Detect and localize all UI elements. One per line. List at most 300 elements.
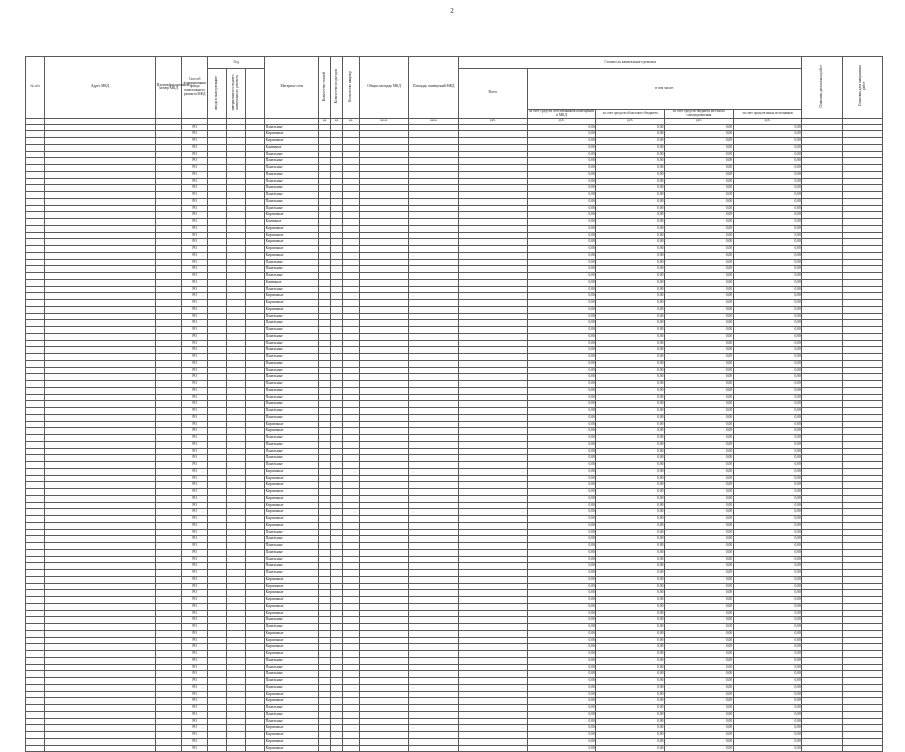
cell-address (44, 259, 155, 266)
cell-entrances (331, 327, 343, 334)
cell-date-start (802, 178, 842, 185)
cell-row-number (26, 273, 45, 280)
cell-date-end (842, 678, 882, 685)
cell-identifier (156, 732, 182, 739)
cell-region-cost: 0,00 (596, 354, 665, 361)
cell-total-area (359, 158, 409, 165)
cell-year-reconstruction (227, 502, 246, 509)
cell-total-area (359, 441, 409, 448)
cell-year-built (208, 448, 227, 455)
cell-date-end (842, 306, 882, 313)
cell-year-overhaul (246, 583, 265, 590)
cell-date-end (842, 212, 882, 219)
cell-total-area (359, 738, 409, 745)
cell-identifier (156, 333, 182, 340)
cell-other-cost: 0,00 (733, 441, 802, 448)
cell-year-built (208, 421, 227, 428)
cell-date-end (842, 313, 882, 320)
cell-local-cost: 0,00 (665, 684, 734, 691)
cell-other-cost: 0,00 (733, 286, 802, 293)
cell-date-start (802, 414, 842, 421)
cell-fund-method: РО (182, 333, 208, 340)
cell-flats (343, 462, 360, 469)
cell-entrances (331, 300, 343, 307)
cell-date-start (802, 536, 842, 543)
cell-year-reconstruction (227, 711, 246, 718)
cell-identifier (156, 414, 182, 421)
table-row (26, 543, 883, 550)
cell-year-reconstruction (227, 279, 246, 286)
cell-date-start (802, 617, 842, 624)
cell-year-overhaul (246, 259, 265, 266)
cell-row-number (26, 131, 45, 138)
cell-date-end (842, 367, 882, 374)
cell-floors (319, 273, 331, 280)
cell-year-built (208, 286, 227, 293)
cell-wall-material: Кирпичные (265, 597, 319, 604)
overhaul-register-table (25, 56, 883, 752)
cell-floors (319, 414, 331, 421)
cell-flats (343, 698, 360, 705)
cell-living-area (409, 266, 459, 273)
unit-cell: руб. (596, 118, 665, 124)
cell-region-cost: 0,00 (596, 138, 665, 145)
cell-total-area (359, 610, 409, 617)
cell-wall-material: Панельные (265, 448, 319, 455)
cell-local-cost: 0,00 (665, 171, 734, 178)
cell-identifier (156, 293, 182, 300)
cell-total-area (359, 219, 409, 226)
cell-total-cost (459, 441, 528, 448)
cell-year-overhaul (246, 340, 265, 347)
cell-floors (319, 178, 331, 185)
cell-flats (343, 529, 360, 536)
cell-year-overhaul (246, 124, 265, 131)
cell-owners-cost: 0,00 (527, 259, 596, 266)
cell-region-cost: 0,00 (596, 252, 665, 259)
cell-region-cost: 0,00 (596, 225, 665, 232)
cell-owners-cost: 0,00 (527, 340, 596, 347)
cell-wall-material: Панельные (265, 394, 319, 401)
cell-address (44, 232, 155, 239)
cell-date-start (802, 225, 842, 232)
cell-identifier (156, 421, 182, 428)
cell-year-overhaul (246, 489, 265, 496)
cell-living-area (409, 502, 459, 509)
cell-date-start (802, 468, 842, 475)
cell-date-end (842, 711, 882, 718)
cell-date-start (802, 624, 842, 631)
cell-entrances (331, 428, 343, 435)
cell-living-area (409, 489, 459, 496)
cell-year-reconstruction (227, 522, 246, 529)
cell-date-start (802, 300, 842, 307)
cell-fund-method: РО (182, 252, 208, 259)
cell-fund-method: РО (182, 718, 208, 725)
table-row (26, 738, 883, 745)
cell-owners-cost: 0,00 (527, 684, 596, 691)
cell-wall-material: Панельные (265, 455, 319, 462)
cell-living-area (409, 448, 459, 455)
table-row (26, 570, 883, 577)
cell-row-number (26, 576, 45, 583)
cell-living-area (409, 455, 459, 462)
cell-address (44, 671, 155, 678)
cell-flats (343, 313, 360, 320)
cell-year-overhaul (246, 678, 265, 685)
cell-floors (319, 320, 331, 327)
cell-entrances (331, 306, 343, 313)
cell-entrances (331, 509, 343, 516)
cell-fund-method: РО (182, 408, 208, 415)
unit-cell: руб. (665, 118, 734, 124)
cell-owners-cost: 0,00 (527, 347, 596, 354)
cell-date-start (802, 421, 842, 428)
cell-wall-material: Панельные (265, 570, 319, 577)
cell-wall-material: Панельные (265, 617, 319, 624)
cell-year-reconstruction (227, 144, 246, 151)
cell-owners-cost: 0,00 (527, 657, 596, 664)
cell-total-area (359, 657, 409, 664)
cell-row-number (26, 698, 45, 705)
cell-year-overhaul (246, 428, 265, 435)
cell-flats (343, 603, 360, 610)
cell-entrances (331, 522, 343, 529)
cell-identifier (156, 590, 182, 597)
cell-wall-material: Кирпичные (265, 610, 319, 617)
cell-address (44, 529, 155, 536)
cell-fund-method: РО (182, 698, 208, 705)
cell-date-start (802, 556, 842, 563)
cell-wall-material: Панельные (265, 401, 319, 408)
cell-date-start (802, 637, 842, 644)
cell-row-number (26, 192, 45, 199)
cell-date-start (802, 597, 842, 604)
cell-address (44, 543, 155, 550)
cell-owners-cost: 0,00 (527, 536, 596, 543)
cell-row-number (26, 455, 45, 462)
cell-other-cost: 0,00 (733, 630, 802, 637)
cell-region-cost: 0,00 (596, 232, 665, 239)
cell-local-cost: 0,00 (665, 549, 734, 556)
cell-flats (343, 455, 360, 462)
cell-year-overhaul (246, 327, 265, 334)
cell-local-cost: 0,00 (665, 678, 734, 685)
cell-total-cost (459, 435, 528, 442)
cell-local-cost: 0,00 (665, 131, 734, 138)
cell-other-cost: 0,00 (733, 549, 802, 556)
table-row (26, 381, 883, 388)
cell-total-area (359, 367, 409, 374)
cell-owners-cost: 0,00 (527, 192, 596, 199)
cell-identifier (156, 489, 182, 496)
cell-entrances (331, 684, 343, 691)
table-row (26, 239, 883, 246)
cell-total-cost (459, 306, 528, 313)
cell-owners-cost: 0,00 (527, 617, 596, 624)
cell-entrances (331, 475, 343, 482)
cell-region-cost: 0,00 (596, 482, 665, 489)
cell-flats (343, 394, 360, 401)
cell-total-cost (459, 158, 528, 165)
cell-year-reconstruction (227, 198, 246, 205)
table-row (26, 246, 883, 253)
cell-date-end (842, 576, 882, 583)
cell-region-cost: 0,00 (596, 408, 665, 415)
cell-address (44, 347, 155, 354)
cell-year-reconstruction (227, 158, 246, 165)
cell-owners-cost: 0,00 (527, 124, 596, 131)
cell-identifier (156, 664, 182, 671)
cell-floors (319, 563, 331, 570)
cell-other-cost: 0,00 (733, 279, 802, 286)
cell-row-number (26, 259, 45, 266)
cell-fund-method: РО (182, 597, 208, 604)
cell-row-number (26, 205, 45, 212)
cell-date-end (842, 347, 882, 354)
cell-region-cost: 0,00 (596, 374, 665, 381)
cell-year-reconstruction (227, 347, 246, 354)
cell-year-reconstruction (227, 138, 246, 145)
table-row (26, 691, 883, 698)
cell-floors (319, 576, 331, 583)
cell-floors (319, 711, 331, 718)
cell-other-cost: 0,00 (733, 421, 802, 428)
cell-flats (343, 435, 360, 442)
cell-total-area (359, 435, 409, 442)
cell-wall-material: Панельные (265, 408, 319, 415)
cell-year-reconstruction (227, 718, 246, 725)
cell-owners-cost: 0,00 (527, 151, 596, 158)
cell-flats (343, 381, 360, 388)
cell-date-end (842, 286, 882, 293)
cell-other-cost: 0,00 (733, 691, 802, 698)
cell-date-end (842, 219, 882, 226)
cell-living-area (409, 691, 459, 698)
cell-owners-cost: 0,00 (527, 543, 596, 550)
table-row (26, 671, 883, 678)
cell-row-number (26, 671, 45, 678)
cell-row-number (26, 293, 45, 300)
cell-date-start (802, 394, 842, 401)
cell-owners-cost: 0,00 (527, 630, 596, 637)
cell-date-start (802, 171, 842, 178)
cell-year-built (208, 691, 227, 698)
cell-local-cost: 0,00 (665, 198, 734, 205)
cell-floors (319, 556, 331, 563)
cell-living-area (409, 286, 459, 293)
header-cost-group: Стоимость капитального ремонта (459, 57, 802, 69)
cell-total-cost (459, 246, 528, 253)
cell-address (44, 367, 155, 374)
cell-fund-method: РО (182, 293, 208, 300)
cell-wall-material: Панельные (265, 563, 319, 570)
cell-flats (343, 583, 360, 590)
cell-total-cost (459, 678, 528, 685)
cell-date-start (802, 482, 842, 489)
cell-other-cost: 0,00 (733, 198, 802, 205)
cell-local-cost: 0,00 (665, 509, 734, 516)
cell-fund-method: РО (182, 381, 208, 388)
cell-entrances (331, 678, 343, 685)
cell-floors (319, 725, 331, 732)
cell-year-built (208, 381, 227, 388)
cell-identifier (156, 745, 182, 752)
cell-fund-method: РО (182, 205, 208, 212)
cell-total-cost (459, 536, 528, 543)
cell-identifier (156, 462, 182, 469)
cell-region-cost: 0,00 (596, 549, 665, 556)
cell-local-cost: 0,00 (665, 225, 734, 232)
cell-local-cost: 0,00 (665, 475, 734, 482)
cell-total-cost (459, 711, 528, 718)
cell-row-number (26, 482, 45, 489)
cell-year-overhaul (246, 205, 265, 212)
cell-total-cost (459, 144, 528, 151)
cell-floors (319, 583, 331, 590)
cell-year-reconstruction (227, 657, 246, 664)
cell-date-end (842, 583, 882, 590)
cell-living-area (409, 745, 459, 752)
table-row (26, 421, 883, 428)
cell-owners-cost: 0,00 (527, 198, 596, 205)
cell-floors (319, 333, 331, 340)
cell-entrances (331, 610, 343, 617)
cell-flats (343, 657, 360, 664)
cell-wall-material: Кирпичные (265, 691, 319, 698)
cell-year-reconstruction (227, 333, 246, 340)
cell-other-cost: 0,00 (733, 178, 802, 185)
table-row (26, 489, 883, 496)
table-row (26, 300, 883, 307)
cell-flats (343, 718, 360, 725)
cell-floors (319, 718, 331, 725)
cell-year-overhaul (246, 266, 265, 273)
cell-floors (319, 347, 331, 354)
cell-year-overhaul (246, 455, 265, 462)
cell-year-reconstruction (227, 482, 246, 489)
cell-flats (343, 522, 360, 529)
cell-floors (319, 468, 331, 475)
cell-total-area (359, 408, 409, 415)
cell-local-cost: 0,00 (665, 435, 734, 442)
cell-other-cost: 0,00 (733, 455, 802, 462)
cell-year-built (208, 583, 227, 590)
cell-total-area (359, 576, 409, 583)
cell-flats (343, 374, 360, 381)
cell-local-cost: 0,00 (665, 583, 734, 590)
header-total: Всего (459, 69, 528, 119)
cell-date-start (802, 563, 842, 570)
cell-year-reconstruction (227, 252, 246, 259)
cell-floors (319, 151, 331, 158)
cell-year-built (208, 124, 227, 131)
cell-year-built (208, 131, 227, 138)
cell-identifier (156, 185, 182, 192)
cell-total-area (359, 583, 409, 590)
cell-other-cost: 0,00 (733, 536, 802, 543)
table-row (26, 192, 883, 199)
cell-entrances (331, 576, 343, 583)
cell-identifier (156, 691, 182, 698)
cell-other-cost: 0,00 (733, 664, 802, 671)
cell-flats (343, 563, 360, 570)
cell-entrances (331, 570, 343, 577)
cell-identifier (156, 401, 182, 408)
cell-flats (343, 502, 360, 509)
cell-owners-cost: 0,00 (527, 333, 596, 340)
cell-entrances (331, 347, 343, 354)
cell-fund-method: РО (182, 637, 208, 644)
cell-year-built (208, 367, 227, 374)
cell-living-area (409, 347, 459, 354)
cell-year-overhaul (246, 637, 265, 644)
cell-date-end (842, 651, 882, 658)
cell-year-overhaul (246, 549, 265, 556)
cell-living-area (409, 556, 459, 563)
cell-row-number (26, 266, 45, 273)
cell-row-number (26, 624, 45, 631)
cell-date-start (802, 151, 842, 158)
cell-local-cost: 0,00 (665, 570, 734, 577)
cell-living-area (409, 644, 459, 651)
cell-owners-cost: 0,00 (527, 313, 596, 320)
cell-local-cost: 0,00 (665, 657, 734, 664)
cell-region-cost: 0,00 (596, 563, 665, 570)
header-living-area: Площадь помещений МКД (409, 57, 459, 119)
cell-owners-cost: 0,00 (527, 205, 596, 212)
cell-living-area (409, 522, 459, 529)
cell-total-cost (459, 273, 528, 280)
cell-identifier (156, 171, 182, 178)
cell-local-cost: 0,00 (665, 232, 734, 239)
cell-local-cost: 0,00 (665, 165, 734, 172)
cell-living-area (409, 158, 459, 165)
cell-total-area (359, 617, 409, 624)
cell-address (44, 138, 155, 145)
cell-region-cost: 0,00 (596, 711, 665, 718)
cell-row-number (26, 603, 45, 610)
cell-fund-method: РО (182, 509, 208, 516)
cell-living-area (409, 421, 459, 428)
cell-year-built (208, 468, 227, 475)
cell-entrances (331, 536, 343, 543)
cell-wall-material: Кирпичные (265, 428, 319, 435)
cell-total-area (359, 725, 409, 732)
cell-region-cost: 0,00 (596, 691, 665, 698)
cell-row-number (26, 408, 45, 415)
table-row (26, 185, 883, 192)
cell-year-overhaul (246, 563, 265, 570)
cell-year-reconstruction (227, 468, 246, 475)
cell-date-end (842, 414, 882, 421)
cell-address (44, 563, 155, 570)
cell-identifier (156, 394, 182, 401)
cell-year-reconstruction (227, 462, 246, 469)
cell-living-area (409, 293, 459, 300)
cell-flats (343, 401, 360, 408)
table-row (26, 732, 883, 739)
cell-date-end (842, 516, 882, 523)
cell-total-area (359, 651, 409, 658)
cell-flats (343, 489, 360, 496)
cell-wall-material: Кирпичные (265, 732, 319, 739)
cell-year-overhaul (246, 225, 265, 232)
cell-date-start (802, 644, 842, 651)
cell-living-area (409, 408, 459, 415)
cell-year-reconstruction (227, 401, 246, 408)
cell-other-cost: 0,00 (733, 644, 802, 651)
